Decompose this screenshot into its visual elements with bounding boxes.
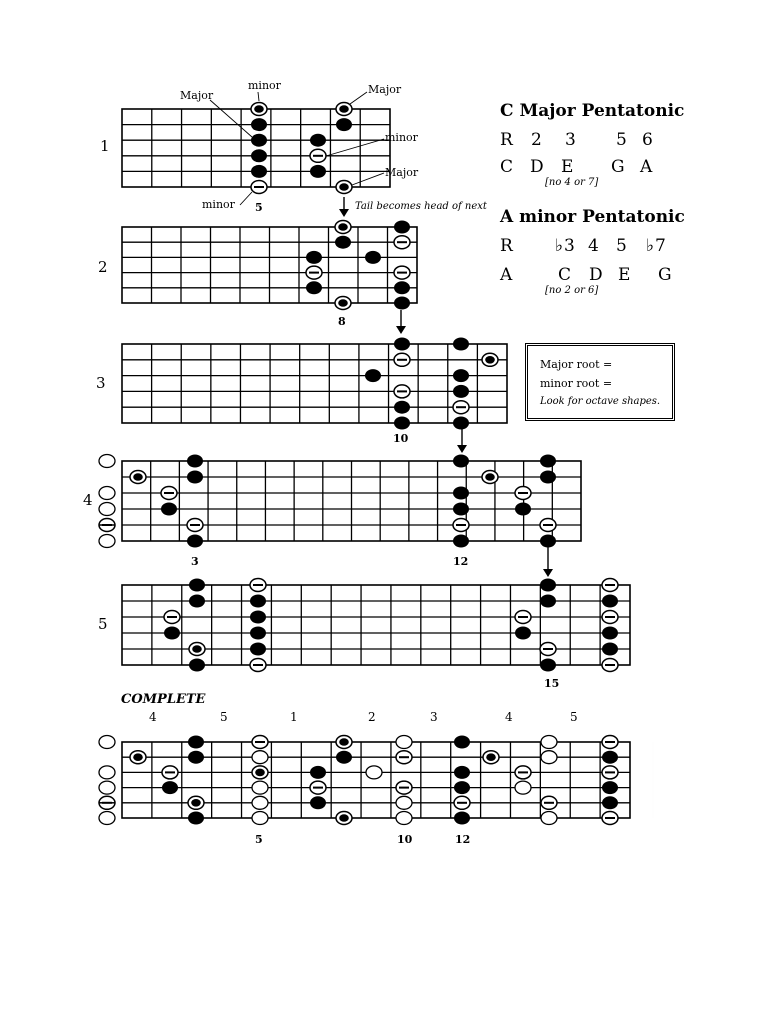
note-dot [189, 595, 205, 608]
major-root-center [133, 473, 143, 481]
diagram-number: 2 [98, 258, 108, 276]
open-note-dot [99, 781, 115, 794]
label-major: Major [368, 83, 402, 96]
major-root-center [339, 105, 349, 113]
note-dot [540, 455, 556, 468]
note-dot [306, 281, 322, 294]
fret-number: 8 [338, 315, 346, 328]
arrow-head [396, 326, 406, 334]
a-minor-degree: 5 [616, 236, 628, 256]
note-dot [394, 221, 410, 234]
note-dot [306, 251, 322, 264]
open-note-dot [99, 766, 115, 779]
a-minor-degree: 4 [588, 236, 600, 256]
a-minor-note: A [500, 265, 514, 285]
major-root-center [338, 299, 348, 307]
note-dot [453, 385, 469, 398]
note-dot [453, 417, 469, 430]
open-note-dot [99, 736, 115, 749]
note-dot [453, 487, 469, 500]
note-dot [187, 535, 203, 548]
major-root-center [339, 814, 349, 822]
position-number: 1 [290, 710, 298, 724]
note-dot [602, 643, 618, 656]
label-minor: minor [385, 131, 418, 144]
fret-number: 12 [455, 833, 471, 846]
diagram-number: 4 [83, 491, 93, 509]
open-note-dot [252, 781, 268, 794]
note-dot [161, 503, 177, 516]
note-dot [251, 149, 267, 162]
note-dot [188, 751, 204, 764]
label-leader [258, 92, 259, 101]
c-major-degree: 2 [531, 130, 543, 150]
a-minor-note: E [618, 265, 632, 285]
label-leader [240, 192, 252, 205]
note-dot [394, 401, 410, 414]
note-dot [188, 812, 204, 825]
note-dot [540, 471, 556, 484]
note-dot [394, 338, 410, 351]
note-dot [162, 781, 178, 794]
note-dot [602, 595, 618, 608]
note-dot [602, 796, 618, 809]
label-major: Major [180, 89, 214, 102]
open-note-dot [252, 751, 268, 764]
note-dot [454, 766, 470, 779]
note-dot [394, 417, 410, 430]
note-dot [335, 236, 351, 249]
label-major: Major [385, 166, 419, 179]
arrow-head [543, 569, 553, 577]
fret-number: 10 [393, 432, 409, 445]
note-dot [453, 503, 469, 516]
label-leader [326, 139, 384, 156]
note-dot [394, 281, 410, 294]
open-note-dot [541, 812, 557, 825]
complete-title: COMPLETE [121, 692, 206, 707]
note-dot [251, 134, 267, 147]
note-dot [336, 751, 352, 764]
note-dot [189, 659, 205, 672]
major-root-center [192, 645, 202, 653]
position-number: 4 [505, 710, 513, 724]
open-note-dot [396, 812, 412, 825]
note-dot [540, 595, 556, 608]
open-note-dot [99, 487, 115, 500]
legend-minor-label: minor root = [540, 377, 613, 390]
arrow-head [339, 209, 349, 217]
note-dot [310, 134, 326, 147]
note-dot [365, 251, 381, 264]
fret-number: 12 [453, 555, 469, 568]
major-root-center [338, 223, 348, 231]
position-number: 5 [220, 710, 228, 724]
major-root-center [133, 753, 143, 761]
a-minor-note-text: [no 2 or 6] [545, 285, 599, 296]
c-major-degree: 5 [616, 130, 628, 150]
note-dot [453, 369, 469, 382]
major-root-center [485, 356, 495, 364]
note-dot [602, 751, 618, 764]
note-dot [602, 781, 618, 794]
open-note-dot [541, 736, 557, 749]
note-dot [310, 766, 326, 779]
a-minor-note: C [558, 265, 573, 285]
note-dot [454, 812, 470, 825]
note-dot [336, 118, 352, 131]
c-major-note: D [530, 157, 545, 177]
label-minor: minor [248, 79, 281, 92]
note-dot [250, 627, 266, 640]
diagram-number: 3 [96, 374, 106, 392]
c-major-note: A [640, 157, 654, 177]
open-note-dot [515, 781, 531, 794]
fret-number: 5 [255, 201, 263, 214]
open-note-dot [366, 766, 382, 779]
c-major-note: E [561, 157, 575, 177]
note-dot [453, 338, 469, 351]
note-dot [540, 579, 556, 592]
open-note-dot [252, 796, 268, 809]
note-dot [310, 165, 326, 178]
note-dot [310, 796, 326, 809]
open-note-dot [252, 812, 268, 825]
note-dot [250, 643, 266, 656]
note-dot [365, 369, 381, 382]
note-dot [540, 659, 556, 672]
open-note-dot [99, 455, 115, 468]
a-minor-degree: ♭7 [646, 236, 667, 256]
open-note-dot [99, 503, 115, 516]
c-major-note: C [500, 157, 515, 177]
legend-major-label: Major root = [540, 358, 613, 371]
note-dot [453, 455, 469, 468]
major-root-center [485, 473, 495, 481]
fret-number: 15 [544, 677, 560, 690]
fret-number: 3 [191, 555, 199, 568]
note-dot [164, 627, 180, 640]
fret-number: 10 [397, 833, 413, 846]
c-major-note-text: [no 4 or 7] [545, 177, 599, 188]
major-root-center [191, 799, 201, 807]
diagram-number: 1 [100, 137, 110, 155]
note-dot [187, 471, 203, 484]
open-note-dot [99, 812, 115, 825]
fret-number: 5 [255, 833, 263, 846]
a-minor-degree: ♭3 [555, 236, 576, 256]
note-dot [251, 165, 267, 178]
note-dot [540, 535, 556, 548]
open-note-dot [396, 736, 412, 749]
position-number: 5 [570, 710, 578, 724]
label-leader [352, 173, 384, 185]
open-note-dot [541, 751, 557, 764]
label-minor: minor [202, 198, 235, 211]
label-leader [350, 92, 367, 104]
a-minor-title: A minor Pentatonic [500, 207, 685, 227]
major-root-center [339, 183, 349, 191]
note-dot [188, 736, 204, 749]
major-root-center [255, 769, 265, 777]
note-dot [394, 297, 410, 310]
label-leader [210, 100, 252, 137]
c-major-degree: 3 [565, 130, 577, 150]
note-dot [515, 503, 531, 516]
arrow-note: Tail becomes head of next [355, 201, 487, 212]
major-root-center [254, 105, 264, 113]
position-number: 2 [368, 710, 376, 724]
note-dot [454, 736, 470, 749]
diagram-number: 5 [98, 615, 108, 633]
note-dot [250, 595, 266, 608]
legend-hint: Look for octave shapes. [540, 396, 661, 407]
note-dot [453, 535, 469, 548]
note-dot [250, 611, 266, 624]
open-note-dot [99, 535, 115, 548]
note-dot [251, 118, 267, 131]
major-root-center [339, 738, 349, 746]
position-number: 4 [149, 710, 157, 724]
note-dot [454, 781, 470, 794]
position-number: 3 [430, 710, 438, 724]
note-dot [189, 579, 205, 592]
arrow-head [457, 445, 467, 453]
note-dot [515, 627, 531, 640]
a-minor-note: G [658, 265, 673, 285]
c-major-degree: R [500, 130, 514, 150]
a-minor-note: D [589, 265, 604, 285]
a-minor-degree: R [500, 236, 514, 256]
note-dot [602, 627, 618, 640]
open-note-dot [396, 796, 412, 809]
major-root-center [486, 753, 496, 761]
note-dot [187, 455, 203, 468]
c-major-title: C Major Pentatonic [500, 101, 685, 121]
c-major-note: G [611, 157, 626, 177]
c-major-degree: 6 [642, 130, 654, 150]
root-legend [525, 343, 675, 421]
diagram-3-frame [122, 344, 507, 423]
